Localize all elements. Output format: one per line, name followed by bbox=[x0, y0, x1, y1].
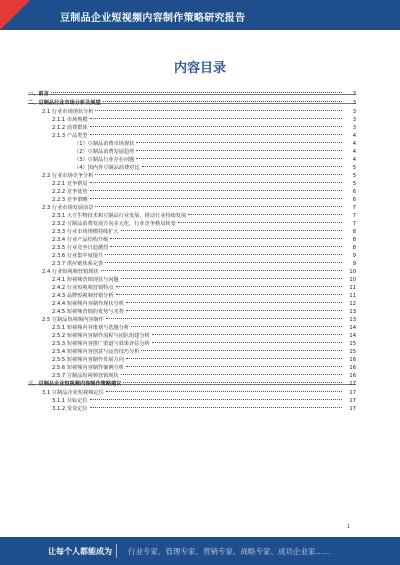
toc-entry-page: 10 bbox=[349, 269, 356, 275]
toc-entry-page: 17 bbox=[349, 398, 356, 404]
toc-entry-page: 13 bbox=[349, 317, 356, 323]
toc-entry-label: 2.3.3 行业市场规模持续扩大 bbox=[52, 229, 119, 235]
toc-entry-label: 2.5.3 短视频内容推广渠道与效果评估分析 bbox=[52, 341, 150, 347]
toc-entry-label: 2.4.2 行业短视频营销特点 bbox=[52, 285, 114, 291]
toc-entry-label: 2.5.6 短视频内容制作案例分析 bbox=[52, 365, 124, 371]
toc-entry-page: 16 bbox=[349, 357, 356, 363]
toc-entry-page: 8 bbox=[352, 245, 356, 251]
toc-entry-label: 2.3 行业市场发展前景 bbox=[42, 205, 94, 211]
toc-entry-label: 二、豆制品行业市场分析及展望 bbox=[28, 100, 101, 106]
toc-entry-label: 2.1 行业市场现状分析 bbox=[42, 109, 94, 115]
toc-entry-page: 17 bbox=[349, 406, 356, 412]
footer-roles: 行业专家、管理专家、营销专家、战略专家、成功企业家…… bbox=[128, 547, 331, 556]
toc-entry-page: 17 bbox=[349, 381, 356, 387]
toc-entry-label: 2.2.2 竞争优势 bbox=[52, 189, 88, 195]
toc-entry-label: 2.5.1 短视频内容策划与选题分析 bbox=[52, 325, 130, 331]
toc-entry-label: 2.5.5 短视频内容制作发展方向 bbox=[52, 357, 124, 363]
toc-entry-label: 2.3.5 行业竞争日趋激烈 bbox=[52, 245, 109, 251]
toc-entry-page: 14 bbox=[349, 325, 356, 331]
toc-entry-label: 2.4.5 短视频营销的优势与劣势 bbox=[52, 309, 124, 315]
toc-entry-page: 11 bbox=[349, 285, 356, 291]
toc-entry-label: 2.2.1 竞争格局 bbox=[52, 181, 88, 187]
toc-entry-page: 7 bbox=[352, 205, 356, 211]
toc-entry-label: 2.5.2 短视频内容制作流程与团队组建分析 bbox=[52, 333, 150, 339]
toc-entry-page: 5 bbox=[352, 173, 356, 179]
toc-entry-page: 4 bbox=[352, 133, 356, 139]
toc-entry-page: 9 bbox=[352, 253, 356, 259]
toc-entry-label: 2.4.1 短视频营销现状与问题 bbox=[52, 277, 119, 283]
toc-entry-page: 5 bbox=[352, 165, 356, 171]
toc-entry-page: 4 bbox=[352, 149, 356, 155]
footer-slogan: 让每个人都能成为 bbox=[48, 547, 112, 556]
toc-dot-leader bbox=[123, 374, 342, 383]
toc-entry-label: 2.3.6 行业集中度提升 bbox=[52, 253, 104, 259]
toc-entry-label: 2.3.4 行业产品结构升级 bbox=[52, 237, 109, 243]
toc-entry-page: 16 bbox=[349, 365, 356, 371]
toc-entry-label: 2.2.3 竞争策略 bbox=[52, 197, 88, 203]
toc-entry-page: 3 bbox=[352, 125, 356, 131]
toc-entry-page: 4 bbox=[352, 141, 356, 147]
toc-heading: 内容目录 bbox=[173, 61, 226, 76]
header-corner-decoration bbox=[0, 0, 30, 30]
toc-entry-page: 3 bbox=[352, 117, 356, 123]
toc-entry-page: 3 bbox=[352, 91, 356, 97]
toc-entry-page: 12 bbox=[349, 301, 356, 307]
toc-entry-page: 5 bbox=[352, 181, 356, 187]
toc-entry-page: 7 bbox=[352, 221, 356, 227]
toc-entry-label: 2.4.3 品牌短视频营销分析 bbox=[52, 293, 114, 299]
toc-entry-page: 10 bbox=[349, 277, 356, 283]
toc-entry-label: （2）豆制品消费发展趋势 bbox=[74, 149, 135, 155]
toc-entry-label: （4）国内外豆制品消费对比 bbox=[74, 165, 140, 171]
toc-entry-page: 15 bbox=[349, 341, 356, 347]
toc-entry-label: 2.5.7 豆制品短视频营销现状 bbox=[52, 373, 119, 379]
toc-entry-label: 3.1.1 目标定位 bbox=[52, 398, 88, 404]
toc-entry-label: 2.1.1 市场规模 bbox=[52, 117, 88, 123]
toc-entry-page: 11 bbox=[349, 293, 356, 299]
toc-entry-page: 9 bbox=[352, 261, 356, 267]
toc-entry-label: 2.3.2 豆制品消费发展方向多元化，行业竞争格局转变 bbox=[52, 221, 176, 227]
toc-dot-leader bbox=[51, 84, 342, 93]
toc-entry-label: 2.5.4 短视频内容创意与运营技巧分析 bbox=[52, 349, 140, 355]
header-banner bbox=[0, 0, 400, 30]
toc-entry-page: 3 bbox=[352, 100, 356, 106]
page-number: 1 bbox=[346, 524, 350, 530]
toc-dot-leader bbox=[90, 399, 342, 408]
toc-entry-label: 2.3.7 供应链体系完善 bbox=[52, 261, 104, 267]
toc-entry-label: 2.2 行业市场竞争分析 bbox=[42, 173, 94, 179]
toc-entry-label: 2.5 豆制品短视频内容制作 bbox=[42, 317, 104, 323]
toc-entry-page: 16 bbox=[349, 373, 356, 379]
toc-entry-label: （3）豆制品行业存在问题 bbox=[74, 157, 135, 163]
footer-divider bbox=[116, 544, 117, 558]
toc-entry-page: 3 bbox=[352, 109, 356, 115]
document-title: 豆制品企业短视频内容制作策略研究报告 bbox=[60, 13, 246, 24]
toc-entry-page: 8 bbox=[352, 229, 356, 235]
toc-entry-page: 15 bbox=[349, 349, 356, 355]
toc-entry-page: 8 bbox=[352, 237, 356, 243]
toc-entry-label: 3.1.2 受众定位 bbox=[52, 406, 88, 412]
toc-entry-page: 13 bbox=[349, 309, 356, 315]
footer-banner bbox=[0, 537, 400, 565]
toc-entry-label: 2.3.1 大豆生物技术和豆制品行业发展，推动行业持续发展 bbox=[52, 213, 187, 219]
toc-entry-label: （1）豆制品消费市场现状 bbox=[74, 141, 135, 147]
toc-entry-label: 3.1 豆制品企业短视频定位 bbox=[42, 390, 104, 396]
toc-entry-page: 6 bbox=[352, 189, 356, 195]
toc-entry-label: 一、前言 bbox=[28, 91, 49, 97]
toc-entry-label: 2.4.4 短视频内容制作现状分析 bbox=[52, 301, 124, 307]
toc-entry-label: 2.4 行业短视频营销现状 bbox=[42, 269, 99, 275]
toc-entry-page: 6 bbox=[352, 197, 356, 203]
toc-entry-label: 三、豆制品企业短视频内容制作策略建议 bbox=[28, 381, 122, 387]
toc-entry-page: 14 bbox=[349, 333, 356, 339]
toc-entry-page: 4 bbox=[352, 157, 356, 163]
toc-entry-page: 7 bbox=[352, 213, 356, 219]
toc-entry-page: 17 bbox=[349, 390, 356, 396]
toc-entry-label: 2.1.3 产品类型 bbox=[52, 133, 88, 139]
toc-entry-label: 2.1.2 消费群体 bbox=[52, 125, 88, 131]
toc-dot-leader bbox=[103, 93, 342, 102]
table-of-contents bbox=[28, 86, 356, 412]
